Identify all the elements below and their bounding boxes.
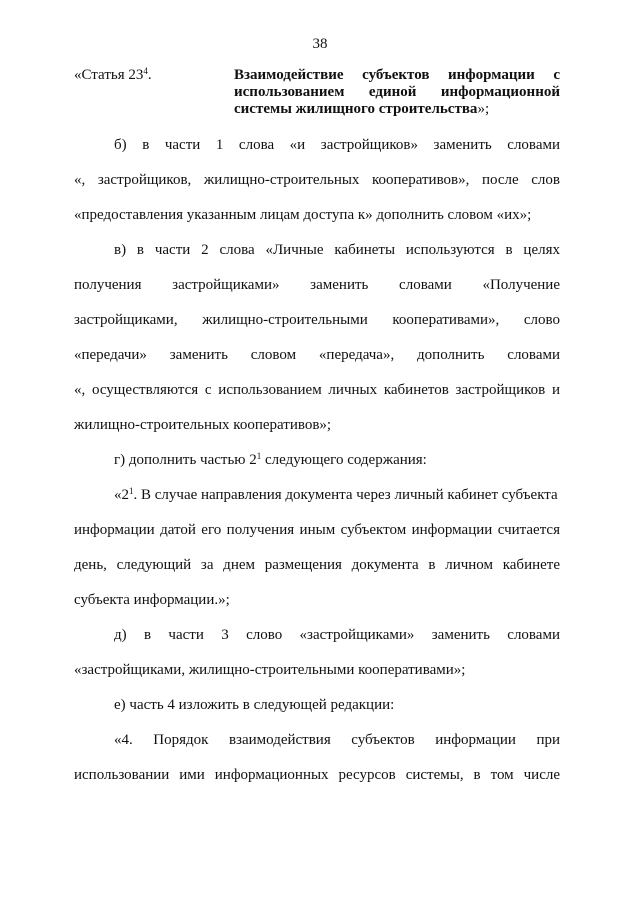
text-line-15: д) в части 3 слово «застройщиками» заменить словами [114,627,560,643]
text-line-11-start: «2 [114,487,129,503]
text-line-11 [114,487,560,504]
text-line-19: использовании ими информационных ресурсов системы, в том числе [74,767,560,783]
article-title-tail: »; [477,101,490,117]
text-line-10-sup: 1 [256,451,262,461]
text-line-18: «4. Порядок взаимодействия субъектов информации при [114,732,560,748]
text-line-16: «застройщиками, жилищно-строительными кооперативами»; [74,662,466,678]
article-label-text: «Статья 23 [74,67,144,83]
text-line-3: «предоставления указанным лицам доступа к» дополнить словом «их»; [74,207,532,223]
text-line-11-end: . В случае направления документа через личный кабинет субъекта [133,487,558,503]
text-line-6: застройщиками, жилищно-строительными кооперативами», слово [74,312,560,328]
text-line-8: «, осуществляются с использованием личных кабинетов застройщиков и [74,382,560,398]
text-line-11-sup: 1 [129,486,134,496]
text-line-13: день, следующий за днем размещения документа в личном кабинете [74,557,560,573]
text-line-10 [114,452,560,469]
text-line-1: б) в части 1 слова «и застройщиков» заменить словами [114,137,560,153]
text-line-17: е) часть 4 изложить в следующей редакции: [114,697,395,713]
text-line-9: жилищно-строительных кооперативов»; [74,417,332,433]
text-line-2: «, застройщиков, жилищно-строительных кооперативов», после слов [74,172,560,188]
article-label [74,67,152,84]
article-label-sup: 4 [143,66,148,76]
article-title [234,67,560,118]
text-line-14: субъекта информации.»; [74,592,230,608]
text-line-10-start: г) дополнить частью 2 [114,452,257,468]
text-line-12: информации датой его получения иным субъектом информации считается [74,522,560,538]
text-line-5: получения застройщиками» заменить словами «Получение [74,277,560,293]
text-line-7: «передачи» заменить словом «передача», дополнить словами [74,347,560,363]
page-number: 38 [312,36,328,52]
text-line-4: в) в части 2 слова «Личные кабинеты используются в целях [114,242,560,258]
text-line-10-end: следующего содержания: [261,452,427,468]
article-title-text: Взаимодействие субъектов информации с использованием единой информационной системы жилищного строительства [234,67,560,117]
article-label-dot: . [147,67,152,83]
